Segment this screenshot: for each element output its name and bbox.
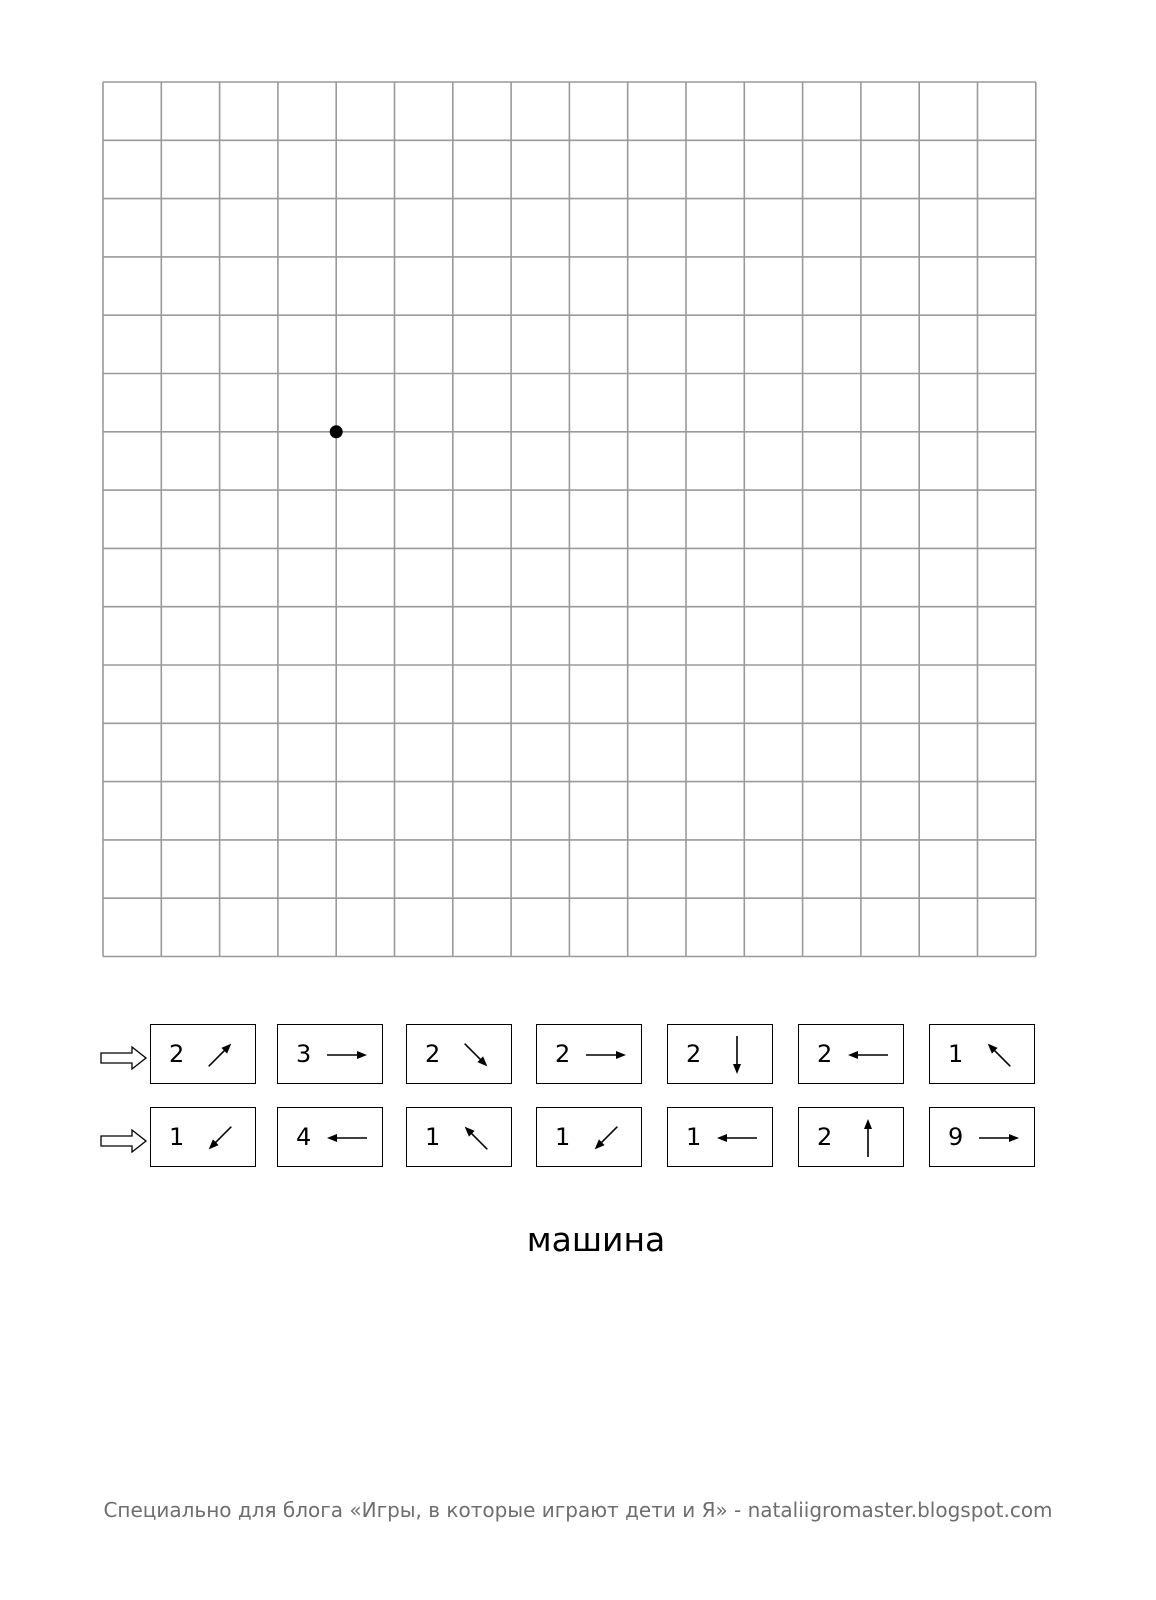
answer-word: машина	[526, 1220, 666, 1259]
start-arrow-icon	[100, 1046, 148, 1070]
step-count: 1	[425, 1123, 441, 1151]
step-card	[798, 1107, 904, 1167]
instruction-row-1	[0, 1024, 1156, 1088]
step-card	[150, 1107, 256, 1167]
step-count: 9	[948, 1123, 964, 1151]
arrow-right-icon	[585, 1035, 627, 1075]
arrow-down-icon	[716, 1035, 758, 1075]
arrow-up-left-icon	[978, 1035, 1020, 1075]
step-count: 4	[296, 1123, 312, 1151]
start-dot	[330, 425, 343, 438]
step-card	[667, 1024, 773, 1084]
step-count: 2	[817, 1040, 833, 1068]
start-arrow-icon	[100, 1129, 148, 1153]
arrow-up-icon	[847, 1118, 889, 1158]
arrow-up-right-icon	[199, 1035, 241, 1075]
step-card	[929, 1107, 1035, 1167]
step-count: 2	[169, 1040, 185, 1068]
arrow-left-icon	[326, 1118, 368, 1158]
arrow-left-icon	[847, 1035, 889, 1075]
footer-credit: Специально для блога «Игры, в которые играют дети и Я» - nataliigromaster.blogspot.com	[103, 1498, 1053, 1522]
arrow-right-icon	[978, 1118, 1020, 1158]
step-count: 2	[686, 1040, 702, 1068]
arrow-down-left-icon	[199, 1118, 241, 1158]
step-count: 1	[948, 1040, 964, 1068]
arrow-down-left-icon	[585, 1118, 627, 1158]
step-count: 2	[425, 1040, 441, 1068]
instruction-row-2	[0, 1107, 1156, 1171]
step-count: 2	[555, 1040, 571, 1068]
step-card	[406, 1107, 512, 1167]
step-card	[929, 1024, 1035, 1084]
step-card	[277, 1107, 383, 1167]
step-card	[536, 1107, 642, 1167]
step-count: 2	[817, 1123, 833, 1151]
step-count: 1	[686, 1123, 702, 1151]
step-card	[536, 1024, 642, 1084]
arrow-right-icon	[326, 1035, 368, 1075]
step-count: 1	[555, 1123, 571, 1151]
step-card	[150, 1024, 256, 1084]
step-card	[406, 1024, 512, 1084]
step-card	[798, 1024, 904, 1084]
step-card	[667, 1107, 773, 1167]
arrow-left-icon	[716, 1118, 758, 1158]
step-count: 3	[296, 1040, 312, 1068]
step-count: 1	[169, 1123, 185, 1151]
arrow-down-right-icon	[455, 1035, 497, 1075]
arrow-up-left-icon	[455, 1118, 497, 1158]
step-card	[277, 1024, 383, 1084]
